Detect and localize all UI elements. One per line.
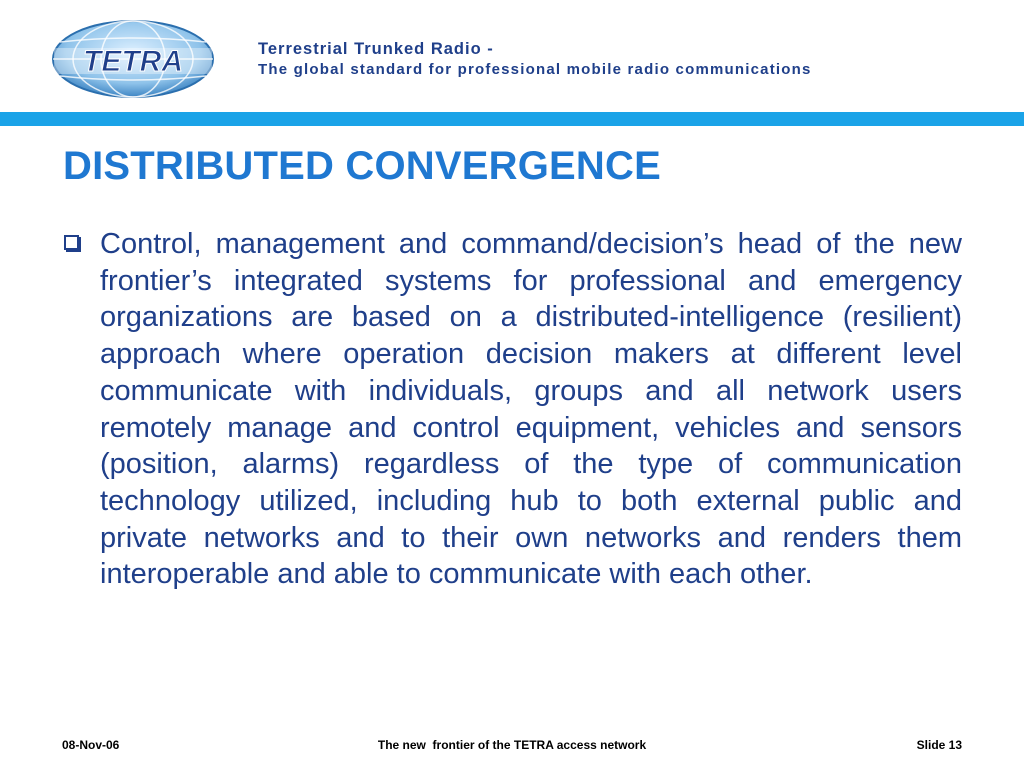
tetra-logo bbox=[50, 18, 216, 100]
slide-title: DISTRIBUTED CONVERGENCE bbox=[63, 144, 661, 188]
bullet-list bbox=[62, 226, 962, 593]
footer-title: The new frontier of the TETRA access network bbox=[377, 738, 647, 752]
slide-footer bbox=[0, 738, 1024, 758]
footer-date: 08-Nov-06 bbox=[62, 738, 120, 752]
tagline-line-2: The global standard for professional mobile radio communications bbox=[258, 61, 812, 78]
bullet-text: Control, management and command/decision’s head of the new frontier’s integrated systems for professional and emergency organizations are based on a distributed-intelligence (resilient) approach where operation decision makers at different level communicate with individuals, groups and all network users remotely manage and control equipment, vehicles and sensors (position, alarms) regardless of the type of communication technology utilized, including hub to both external public and private networks and to their own networks and renders them interoperable and able to communicate with each other. bbox=[100, 228, 962, 591]
logo-text: TETRA bbox=[83, 45, 183, 78]
footer-slide-number: Slide 13 bbox=[916, 738, 962, 752]
tagline-line-1: Terrestrial Trunked Radio - bbox=[258, 40, 494, 58]
checkbox-bullet-icon bbox=[64, 235, 79, 250]
header-band bbox=[0, 112, 1024, 126]
bullet-item bbox=[62, 226, 962, 593]
tagline bbox=[258, 38, 812, 80]
slide-header bbox=[0, 0, 1024, 112]
